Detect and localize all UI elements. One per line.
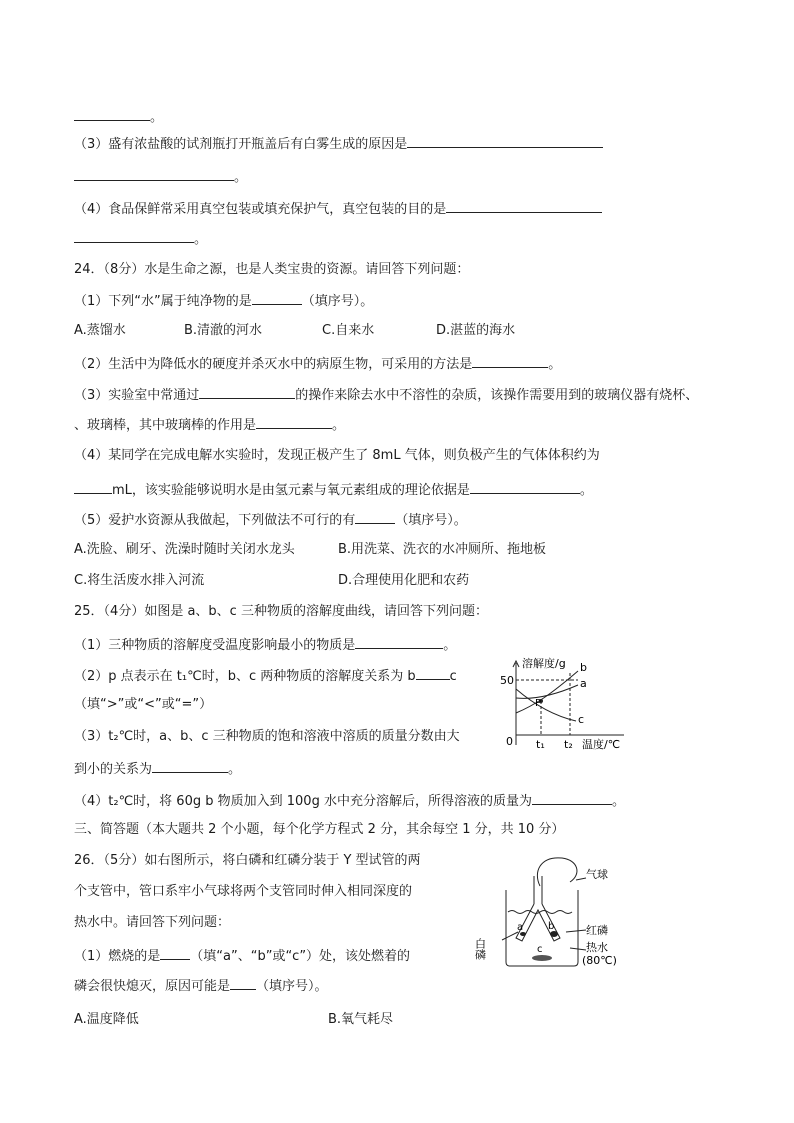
label-b: b [580, 661, 587, 674]
q24-part4: （4）某同学在完成电解水实验时，发现正极产生了 8mL 气体，则负极产生的气体体积约为 [74, 448, 600, 463]
curve-b [516, 671, 578, 713]
q25-part2-cont: （填“>”或“<”或“=”） [74, 697, 213, 712]
label-c: c [537, 944, 543, 955]
label-a: a [517, 922, 524, 933]
answer-blank[interactable] [470, 481, 580, 494]
tick-t1: t₁ [536, 738, 545, 751]
answer-blank[interactable] [160, 947, 190, 960]
q24-opt5-d: D.合理使用化肥和农药 [338, 573, 470, 588]
balloon [537, 858, 577, 886]
answer-blank[interactable] [74, 481, 112, 494]
label-temperature: (80℃) [582, 954, 617, 967]
label-c: c [578, 713, 585, 726]
y-tube-experiment-figure [473, 852, 638, 974]
q23-part3: （3）盛有浓盐酸的试剂瓶打开瓶盖后有白雾生成的原因是 [74, 135, 603, 153]
answer-blank[interactable] [355, 511, 395, 524]
answer-blank[interactable] [74, 168, 234, 181]
section3-title: 三、简答题（本大题共 2 个小题，每个化学方程式 2 分，其余每空 1 分，共 10 分） [74, 822, 565, 837]
answer-blank[interactable] [152, 760, 228, 773]
answer-line-tail: 。 [74, 108, 163, 126]
label-a: a [580, 677, 587, 690]
underwater-phosphorus [532, 955, 552, 961]
solubility-curve-figure [500, 655, 640, 753]
q25-title: 25．（4分）如图是 a、b、c 三种物质的溶解度曲线，请回答下列问题： [74, 604, 488, 619]
answer-blank[interactable] [230, 977, 256, 990]
q26-line1: 26．（5分）如右图所示，将白磷和红磷分装于 Y 型试管的两 [74, 853, 421, 868]
q26-part1: （1）燃烧的是 （填“a”、“b”或“c”）处，该处燃着的 [74, 949, 411, 964]
label-b: b [548, 921, 555, 932]
answer-blank[interactable] [256, 416, 332, 429]
tick-50: 50 [500, 674, 514, 687]
q24-opt5-a: A.洗脸、刷牙、洗澡时随时关闭水龙头 [74, 542, 295, 557]
q25-part1: （1）三种物质的溶解度受温度影响最小的物质是 。 [74, 638, 457, 653]
q24-opt5-b: B.用洗菜、洗衣的水冲厕所、拖地板 [338, 542, 547, 557]
q26-line3: 热水中。请回答下列问题： [74, 915, 231, 930]
q25-part3: （3）t₂℃时，a、b、c 三种物质的饱和溶液中溶质的质量分数由大 [74, 729, 460, 744]
q24-option-c: C.自来水 [322, 323, 375, 338]
label-white-p: 白磷 [473, 938, 487, 960]
q24-part4-cont: mL，该实验能够说明水是由氢元素与氧元素组成的理论依据是 。 [74, 481, 593, 499]
q25-part3-cont: 到小的关系为 。 [74, 762, 242, 777]
label-p: P [535, 698, 542, 709]
q23-part3-cont: 。 [74, 168, 247, 186]
q26-line2: 个支管中，管口系牢小气球将两个支管同时伸入相同深度的 [74, 884, 413, 899]
q24-part5: （5）爱护水资源从我做起，下列做法不可行的有 （填序号）。 [74, 513, 467, 528]
q24-part2: （2）生活中为降低水的硬度并杀灭水中的病原生物，可采用的方法是 。 [74, 357, 562, 372]
tick-t2: t₂ [564, 738, 573, 751]
answer-blank[interactable] [446, 200, 602, 213]
label-red-p: 红磷 [586, 924, 608, 937]
red-p-leader [566, 930, 586, 932]
origin-label: 0 [506, 735, 513, 748]
answer-blank[interactable] [407, 135, 603, 148]
q26-option-b: B.氧气耗尽 [328, 1012, 394, 1027]
q24-part3: （3）实验室中常通过 的操作来除去水中不溶性的杂质，该操作需要用到的玻璃仪器有烧杯、 [74, 388, 699, 403]
q24-option-b: B.清澈的河水 [184, 323, 263, 338]
q26-part1-cont: 磷会很快熄灭，原因可能是 （填序号）。 [74, 979, 328, 994]
answer-blank[interactable] [199, 386, 295, 399]
white-p-leader [502, 932, 518, 940]
q26-option-a: A.温度降低 [74, 1012, 139, 1027]
label-hot-water: 热水 [586, 941, 608, 954]
q24-part1: （1）下列“水”属于纯净物的是 （填序号）。 [74, 294, 374, 309]
q25-part4: （4）t₂℃时，将 60g b 物质加入到 100g 水中充分溶解后，所得溶液的质量为 。 [74, 794, 625, 809]
y-axis-label: 溶解度/g [522, 657, 566, 670]
q25-part2: （2）p 点表示在 t₁℃时，b、c 两种物质的溶解度关系为 b c [74, 669, 457, 684]
q24-opt5-c: C.将生活废水排入河流 [74, 573, 205, 588]
label-balloon: 气球 [586, 868, 608, 881]
q24-part3-cont: 、玻璃棒，其中玻璃棒的作用是 。 [74, 418, 346, 433]
answer-blank[interactable] [532, 792, 612, 805]
q24-option-d: D.湛蓝的海水 [436, 323, 516, 338]
q23-part4-cont: 。 [74, 230, 207, 248]
answer-blank[interactable] [416, 667, 450, 680]
answer-blank[interactable] [74, 108, 150, 121]
answer-blank[interactable] [355, 636, 443, 649]
x-axis-label: 温度/℃ [582, 738, 621, 751]
curve-c [516, 689, 576, 721]
q24-option-a: A.蒸馏水 [74, 323, 126, 338]
q24-title: 24．（8分）水是生命之源，也是人类宝贵的资源。请回答下列问题： [74, 262, 470, 277]
q23-part4: （4）食品保鲜常采用真空包装或填充保护气，真空包装的目的是 [74, 200, 602, 218]
answer-blank[interactable] [472, 355, 548, 368]
balloon-leader [576, 878, 586, 880]
answer-blank[interactable] [252, 292, 302, 305]
answer-blank[interactable] [74, 230, 194, 243]
